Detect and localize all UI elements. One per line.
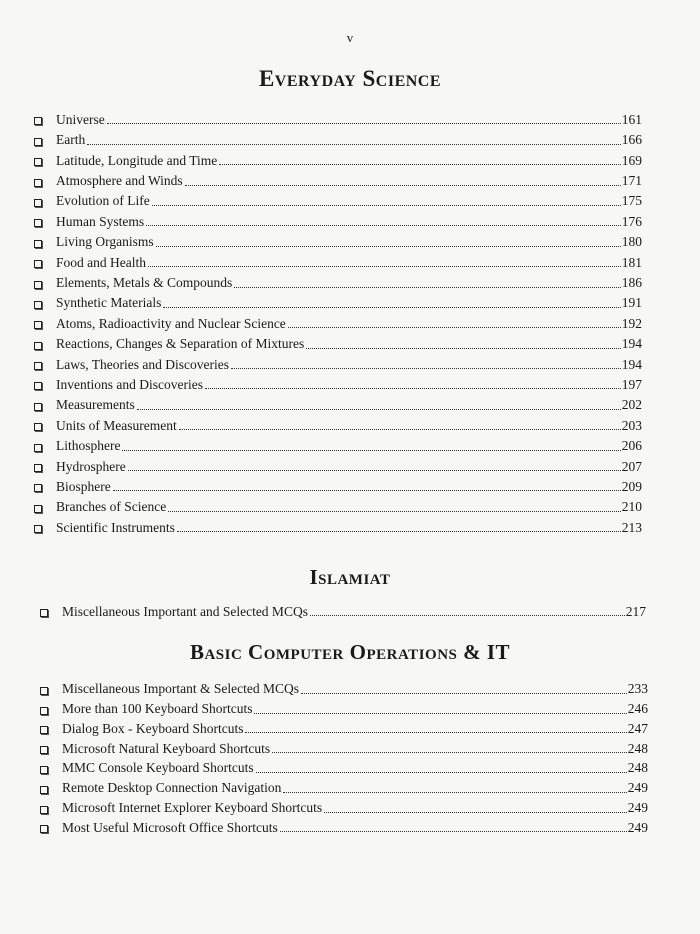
dot-leader [272,752,627,753]
toc-entry [34,228,642,248]
dot-leader [245,732,626,733]
toc-entry-page: 169 [621,152,642,168]
toc-entry [34,514,642,534]
toc-entry-label: Microsoft Natural Keyboard Shortcuts [62,740,271,756]
toc-entry-page: 180 [621,234,642,250]
toc-entry-page: 248 [627,760,648,776]
toc-entry-page: 191 [621,295,642,311]
toc-entry-page: 194 [621,356,642,372]
dot-leader [156,246,621,247]
toc-entry [34,351,642,371]
checkbox-square-icon [34,444,42,452]
dot-leader [107,123,621,124]
dot-leader [324,812,627,813]
dot-leader [280,831,627,832]
toc-entry-page: 217 [625,603,646,619]
checkbox-square-icon [40,825,48,833]
toc-entry [34,412,642,432]
toc-entry-label: Elements, Metals & Compounds [56,275,233,291]
dot-leader [205,388,621,389]
toc-entry-label: Atoms, Radioactivity and Nuclear Science [56,315,286,331]
toc-entry-label: Evolution of Life [56,193,150,209]
dot-leader [163,307,620,308]
dot-leader [179,429,621,430]
toc-entry-label: Remote Desktop Connection Navigation [62,780,282,796]
checkbox-square-icon [34,281,42,289]
dot-leader [306,348,621,349]
toc-entry-label: Units of Measurement [56,417,177,433]
toc-entry-label: Biosphere [56,478,111,494]
dot-leader [113,490,621,491]
dot-leader [137,409,621,410]
toc-entry-page: 249 [627,800,648,816]
checkbox-square-icon [34,219,42,227]
toc-entry-page: 186 [621,275,642,291]
toc-entry-label: MMC Console Keyboard Shortcuts [62,760,254,776]
dot-leader [301,693,627,694]
dot-leader [283,792,626,793]
section-title-islamiat: Islamiat [309,565,391,589]
checkbox-square-icon [40,806,48,814]
toc-entry [34,106,642,126]
toc-entry-label: Dialog Box - Keyboard Shortcuts [62,720,244,736]
checkbox-square-icon [34,525,42,533]
dot-leader [152,205,621,206]
dot-leader [148,266,621,267]
toc-list-basic-computer-operations [40,676,648,834]
toc-entry-page: 192 [621,315,642,331]
toc-entry-label: Scientific Instruments [56,519,175,535]
checkbox-square-icon [34,321,42,329]
toc-entry-page: 206 [621,438,642,454]
dot-leader [168,511,621,512]
dot-leader [146,225,621,226]
toc-entry-label: Inventions and Discoveries [56,376,203,392]
toc-entry-page: 202 [621,397,642,413]
toc-entry-page: 197 [621,376,642,392]
toc-entry-page: 181 [621,254,642,270]
toc-entry-label: Universe [56,111,105,127]
toc-entry [40,775,648,795]
toc-entry-label: Microsoft Internet Explorer Keyboard Shortcuts [62,800,323,816]
toc-entry-label: Hydrosphere [56,458,126,474]
dot-leader [219,164,621,165]
toc-entry [40,598,646,618]
toc-entry [40,716,648,736]
checkbox-square-icon [34,199,42,207]
dot-leader [231,368,621,369]
dot-leader [254,713,626,714]
toc-entry-label: Latitude, Longitude and Time [56,152,218,168]
checkbox-square-icon [34,423,42,431]
toc-entry-label: Lithosphere [56,438,121,454]
toc-entry-label: Most Useful Microsoft Office Shortcuts [62,819,278,835]
toc-entry [34,208,642,228]
checkbox-square-icon [34,403,42,411]
toc-entry [34,453,642,473]
section-title-everyday-science: Everyday Science [258,66,442,91]
toc-entry-label: Living Organisms [56,234,154,250]
toc-entry [34,310,642,330]
toc-entry [34,147,642,167]
toc-entry-page: 213 [621,519,642,535]
toc-entry [34,371,642,391]
page-number: v [346,30,354,45]
toc-entry-page: 176 [621,213,642,229]
toc-entry-label: Human Systems [56,213,145,229]
checkbox-square-icon [34,117,42,125]
toc-entry [40,735,648,755]
checkbox-square-icon [34,301,42,309]
toc-entry-page: 249 [627,819,648,835]
dot-leader [122,450,620,451]
toc-entry-page: 166 [621,132,642,148]
toc-entry-page: 210 [621,499,642,515]
dot-leader [128,470,621,471]
checkbox-square-icon [34,362,42,370]
toc-entry-page: 194 [621,336,642,352]
toc-list-islamiat [40,598,646,618]
toc-entry-page: 175 [621,193,642,209]
toc-entry-page: 249 [627,780,648,796]
toc-entry-page: 203 [621,417,642,433]
toc-entry-label: Atmosphere and Winds [56,173,183,189]
checkbox-square-icon [34,138,42,146]
checkbox-square-icon [40,746,48,754]
toc-entry-label: Miscellaneous Important & Selected MCQs [62,681,299,697]
dot-leader [288,327,621,328]
toc-entry [40,815,648,835]
toc-entry-page: 247 [627,720,648,736]
toc-entry [34,330,642,350]
dot-leader [87,144,621,145]
toc-entry [34,167,642,187]
toc-entry-page: 248 [627,740,648,756]
toc-entry [34,473,642,493]
toc-entry-label: Earth [56,132,86,148]
toc-entry-page: 209 [621,478,642,494]
toc-entry-label: Branches of Science [56,499,167,515]
toc-entry-label: More than 100 Keyboard Shortcuts [62,701,253,717]
toc-entry [40,696,648,716]
dot-leader [310,615,625,616]
toc-list-everyday-science [34,106,642,534]
checkbox-square-icon [34,158,42,166]
checkbox-square-icon [40,609,48,617]
checkbox-square-icon [34,464,42,472]
dot-leader [177,531,621,532]
checkbox-square-icon [34,505,42,513]
checkbox-square-icon [34,382,42,390]
dot-leader [256,772,627,773]
dot-leader [185,185,621,186]
toc-entry-label: Reactions, Changes & Separation of Mixtures [56,336,305,352]
section-title-basic-computer-operations: Basic Computer Operations & IT [189,640,511,664]
dot-leader [234,287,621,288]
toc-entry [34,391,642,411]
toc-entry-page: 207 [621,458,642,474]
toc-entry-label: Miscellaneous Important and Selected MCQs [62,603,308,619]
toc-entry-label: Synthetic Materials [56,295,162,311]
toc-entry [34,290,642,310]
toc-entry-page: 161 [621,111,642,127]
toc-entry [34,493,642,513]
checkbox-square-icon [40,707,48,715]
toc-entry [40,676,648,696]
toc-entry-page: 246 [627,701,648,717]
toc-entry-page: 233 [627,681,648,697]
checkbox-square-icon [34,484,42,492]
toc-entry [40,795,648,815]
toc-entry [34,432,642,452]
checkbox-square-icon [40,726,48,734]
toc-entry [34,188,642,208]
checkbox-square-icon [40,687,48,695]
toc-entry [34,269,642,289]
toc-entry [34,126,642,146]
checkbox-square-icon [34,179,42,187]
checkbox-square-icon [34,342,42,350]
toc-entry-label: Laws, Theories and Discoveries [56,356,229,372]
checkbox-square-icon [40,786,48,794]
checkbox-square-icon [40,766,48,774]
toc-entry-label: Measurements [56,397,135,413]
toc-entry-label: Food and Health [56,254,146,270]
checkbox-square-icon [34,260,42,268]
toc-entry [34,249,642,269]
toc-entry-page: 171 [621,173,642,189]
toc-entry [40,755,648,775]
checkbox-square-icon [34,240,42,248]
